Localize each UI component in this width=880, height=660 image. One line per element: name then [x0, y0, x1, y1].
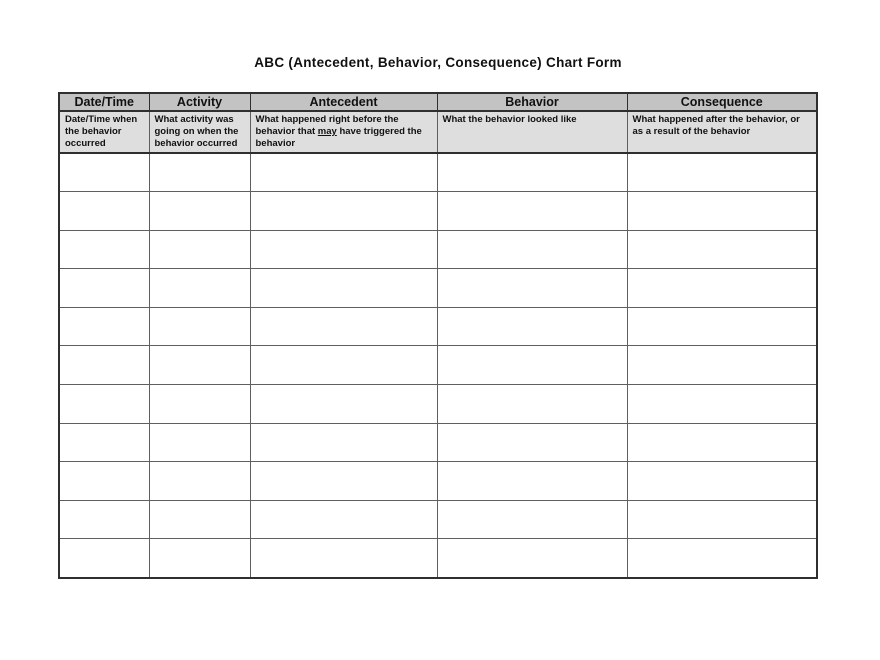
table-subheader-row	[59, 111, 817, 153]
empty-cell	[250, 230, 437, 269]
column-description-activity: What activity was going on when the behavior occurred	[149, 111, 250, 153]
empty-cell	[59, 153, 149, 192]
empty-cell	[250, 462, 437, 501]
empty-cell	[59, 500, 149, 539]
empty-cell	[627, 230, 817, 269]
empty-cell	[627, 307, 817, 346]
empty-cell	[149, 307, 250, 346]
empty-cell	[149, 462, 250, 501]
empty-cell	[627, 423, 817, 462]
table-row	[59, 500, 817, 539]
underlined-word: may	[317, 126, 337, 137]
empty-cell	[250, 500, 437, 539]
empty-cell	[627, 192, 817, 231]
empty-cell	[149, 385, 250, 424]
empty-cell	[437, 192, 627, 231]
empty-cell	[59, 269, 149, 308]
column-header-behavior: Behavior	[437, 93, 627, 111]
empty-cell	[627, 269, 817, 308]
empty-cell	[627, 539, 817, 578]
empty-cell	[149, 423, 250, 462]
empty-cell	[437, 500, 627, 539]
column-description-consequence: What happened after the behavior, or as a result of the behavior	[627, 111, 817, 153]
description-text-segment: have triggered the behavior	[255, 126, 422, 149]
empty-cell	[627, 346, 817, 385]
empty-cell	[437, 269, 627, 308]
empty-cell	[437, 539, 627, 578]
empty-cell	[59, 462, 149, 501]
empty-cell	[59, 230, 149, 269]
table-row	[59, 346, 817, 385]
empty-cell	[59, 423, 149, 462]
column-description-date-time: Date/Time when the behavior occurred	[59, 111, 149, 153]
empty-cell	[627, 385, 817, 424]
empty-cell	[59, 539, 149, 578]
empty-cell	[59, 346, 149, 385]
empty-cell	[627, 462, 817, 501]
empty-cell	[250, 539, 437, 578]
empty-cell	[250, 385, 437, 424]
table-row	[59, 307, 817, 346]
empty-cell	[250, 307, 437, 346]
table-row	[59, 269, 817, 308]
column-header-antecedent: Antecedent	[250, 93, 437, 111]
table-row	[59, 153, 817, 192]
abc-chart-table	[58, 92, 818, 579]
table-row	[59, 462, 817, 501]
empty-cell	[250, 153, 437, 192]
empty-cell	[149, 500, 250, 539]
table-header-row	[59, 93, 817, 111]
empty-cell	[437, 423, 627, 462]
description-text-segment: What happened right before the behavior that	[255, 114, 399, 137]
empty-cell	[250, 346, 437, 385]
empty-cell	[437, 346, 627, 385]
empty-cell	[59, 307, 149, 346]
empty-cell	[250, 269, 437, 308]
column-description-behavior: What the behavior looked like	[437, 111, 627, 153]
empty-cell	[149, 539, 250, 578]
empty-cell	[149, 153, 250, 192]
empty-cell	[250, 192, 437, 231]
empty-cell	[149, 230, 250, 269]
column-header-consequence: Consequence	[627, 93, 817, 111]
empty-cell	[627, 500, 817, 539]
column-header-activity: Activity	[149, 93, 250, 111]
empty-cell	[149, 269, 250, 308]
table-row	[59, 423, 817, 462]
table-body	[59, 153, 817, 578]
empty-cell	[59, 192, 149, 231]
empty-cell	[59, 385, 149, 424]
empty-cell	[437, 153, 627, 192]
empty-cell	[437, 385, 627, 424]
empty-cell	[149, 192, 250, 231]
table-row	[59, 192, 817, 231]
form-title: ABC (Antecedent, Behavior, Consequence) Chart Form	[254, 55, 622, 70]
table-row	[59, 539, 817, 578]
empty-cell	[437, 230, 627, 269]
table-row	[59, 230, 817, 269]
empty-cell	[250, 423, 437, 462]
empty-cell	[149, 346, 250, 385]
column-description-antecedent	[250, 111, 437, 153]
empty-cell	[437, 462, 627, 501]
empty-cell	[627, 153, 817, 192]
table-row	[59, 385, 817, 424]
column-header-date-time: Date/Time	[59, 93, 149, 111]
empty-cell	[437, 307, 627, 346]
